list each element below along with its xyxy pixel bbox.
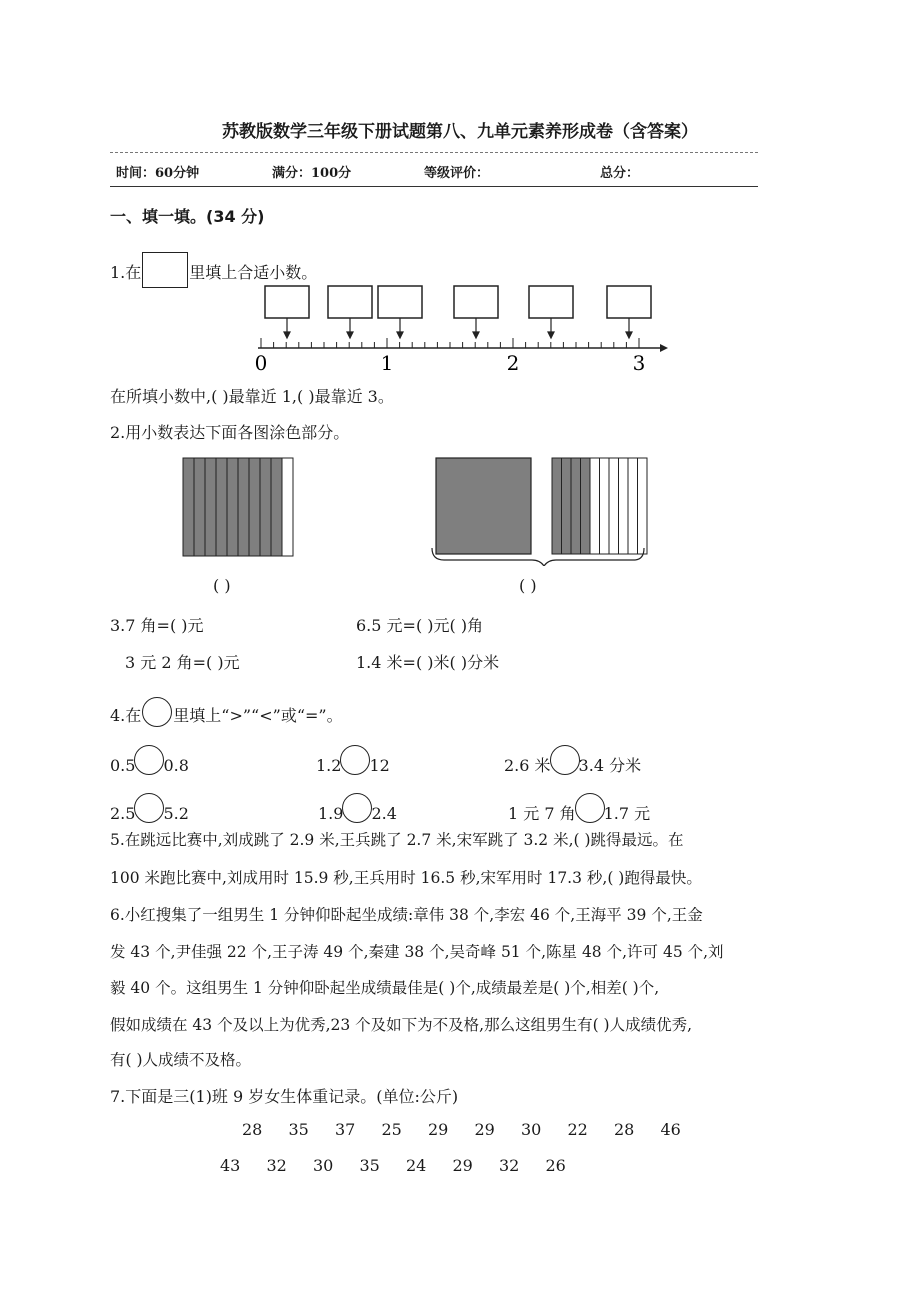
q6-line-3: 毅 40 个。这组男生 1 分钟仰卧起坐成绩最佳是( )个,成绩最差是( )个,相差( )个, (110, 979, 660, 997)
blank-strip (590, 458, 600, 554)
shaded-strip (260, 458, 271, 556)
weight-row-2-value: 32 (266, 1156, 287, 1175)
compare-left: 2.5 (110, 804, 136, 823)
weight-row-1-value: 28 (242, 1120, 263, 1139)
shaded-strip (194, 458, 205, 556)
weight-row-1-value: 29 (428, 1120, 449, 1139)
compare-right: 2.4 (371, 804, 397, 823)
figure-2 (428, 456, 652, 566)
compare-left: 2.6 米 (504, 756, 551, 775)
grade-info: 等级评价： (424, 166, 490, 181)
weight-row-1-value: 28 (614, 1120, 635, 1139)
compare-item-1 (110, 745, 189, 775)
axis-ticks (261, 338, 639, 348)
weight-row-2-value: 32 (499, 1156, 520, 1175)
shaded-strip (271, 458, 282, 556)
shaded-strip (571, 458, 581, 554)
weight-row-1-value: 46 (660, 1120, 681, 1139)
total-info: 总分： (600, 166, 640, 181)
weight-row-2-value: 24 (406, 1156, 427, 1175)
shaded-strip (552, 458, 562, 554)
blank-strip (600, 458, 610, 554)
number-line (250, 280, 670, 376)
shaded-strip (183, 458, 194, 556)
answer-box-3 (378, 286, 422, 318)
q4-prefix: 4.在 (110, 706, 142, 725)
box-arrows (284, 318, 632, 338)
compare-circle (340, 745, 370, 775)
time-info: 时间：60分钟 (116, 166, 200, 181)
compare-item-3 (504, 745, 641, 776)
shaded-strip (216, 458, 227, 556)
shaded-strip (205, 458, 216, 556)
shaded-strip (581, 458, 591, 554)
weight-row-2-value: 29 (452, 1156, 473, 1175)
q6-line-5: 有( )人成绩不及格。 (110, 1051, 252, 1069)
weight-row-1-value: 29 (474, 1120, 495, 1139)
axis-label-3: 3 (632, 351, 646, 375)
q6-line-4: 假如成绩在 43 个及以上为优秀,23 个及如下为不及格,那么这组男生有( )人成绩优秀, (110, 1016, 693, 1034)
compare-right: 12 (369, 756, 390, 775)
compare-right: 1.7 元 (603, 804, 651, 823)
axis-label-1: 1 (380, 351, 394, 375)
shaded-strip (562, 458, 572, 554)
compare-circle (550, 745, 580, 775)
answer-box-1 (265, 286, 309, 318)
shaded-strip (238, 458, 249, 556)
weight-row-1-value: 35 (288, 1120, 309, 1139)
section-heading: 一、填一填。(34 分) (110, 207, 265, 226)
compare-left: 1.9 (318, 804, 344, 823)
weight-row-2-value: 43 (220, 1156, 241, 1175)
weight-row-2-value: 26 (545, 1156, 566, 1175)
header-dashed-divider (110, 152, 758, 153)
q4-suffix: 里填上“>”“<”或“=”。 (173, 706, 343, 725)
q3-d: 1.4 米=( )米( )分米 (356, 653, 500, 672)
compare-circle (342, 793, 372, 823)
compare-right: 5.2 (163, 804, 189, 823)
page-title: 苏教版数学三年级下册试题第八、九单元素养形成卷（含答案） (222, 122, 698, 142)
compare-circle (134, 745, 164, 775)
compare-left: 0.5 (110, 756, 136, 775)
weight-row-1-value: 37 (335, 1120, 356, 1139)
q3-c: 3 元 2 角=( )元 (125, 653, 240, 672)
answer-box-4 (454, 286, 498, 318)
axis-label-2: 2 (506, 351, 520, 375)
compare-item-6 (508, 793, 650, 824)
compare-circle (575, 793, 605, 823)
q6-line-1: 6.小红搜集了一组男生 1 分钟仰卧起坐成绩:章伟 38 个,李宏 46 个,王海平 39 个,王金 (110, 906, 703, 924)
compare-left: 1.2 (316, 756, 342, 775)
question-2: 2.用小数表达下面各图涂色部分。 (110, 423, 350, 442)
q3-a: 3.7 角=( )元 (110, 616, 204, 635)
blank-strip (628, 458, 638, 554)
compare-circle (134, 793, 164, 823)
q3-b: 6.5 元=( )元( )角 (356, 616, 484, 635)
compare-right: 3.4 分米 (578, 756, 642, 775)
question-4 (110, 697, 343, 727)
shaded-strip (249, 458, 260, 556)
fig1-strips (183, 458, 293, 556)
weight-row-2-value: 35 (359, 1156, 380, 1175)
question-7: 7.下面是三(1)班 9 岁女生体重记录。(单位:公斤) (110, 1087, 459, 1106)
blank-strip (638, 458, 648, 554)
q2-answer-2: ( ) (519, 576, 537, 595)
weight-row-2-value: 30 (313, 1156, 334, 1175)
answer-box-6 (607, 286, 651, 318)
blank-strip (282, 458, 293, 556)
axis-arrow (660, 344, 668, 352)
full-score-info: 满分：100分 (272, 166, 352, 181)
q2-answer-1: ( ) (213, 576, 231, 595)
q6-line-2: 发 43 个,尹佳强 22 个,王子涛 49 个,秦建 38 个,吴奇峰 51 个,陈星 48 个,许可 45 个,刘 (110, 943, 724, 961)
q1-follow-up: 在所填小数中,( )最靠近 1,( )最靠近 3。 (110, 387, 394, 406)
weight-row-1-value: 30 (521, 1120, 542, 1139)
fig2-strips (552, 458, 647, 554)
blank-strip (609, 458, 619, 554)
blank-strip (619, 458, 629, 554)
q5-line-2: 100 米跑比赛中,刘成用时 15.9 秒,王兵用时 16.5 秒,宋军用时 17.3 秒,( )跑得最快。 (110, 869, 702, 887)
compare-circle-sample (142, 697, 172, 727)
header-solid-divider (110, 186, 758, 187)
figure-1 (182, 457, 296, 557)
answer-box-sample (142, 252, 188, 288)
shaded-strip (227, 458, 238, 556)
compare-right: 0.8 (163, 756, 189, 775)
axis-label-0: 0 (254, 351, 268, 375)
weight-row-1-value: 22 (567, 1120, 588, 1139)
answer-box-5 (529, 286, 573, 318)
answer-boxes (265, 286, 651, 318)
compare-item-2 (316, 745, 390, 775)
q1-prefix: 1.在 (110, 263, 142, 282)
weight-row-1-value: 25 (381, 1120, 402, 1139)
answer-box-2 (328, 286, 372, 318)
q5-line-1: 5.在跳远比赛中,刘成跳了 2.9 米,王兵跳了 2.7 米,宋军跳了 3.2 米,( )跳得最远。在 (110, 831, 684, 849)
fig2-whole-square (436, 458, 531, 554)
compare-left: 1 元 7 角 (508, 804, 576, 823)
q1-suffix: 里填上合适小数。 (189, 263, 318, 282)
compare-item-4 (110, 793, 189, 823)
compare-item-5 (318, 793, 397, 823)
